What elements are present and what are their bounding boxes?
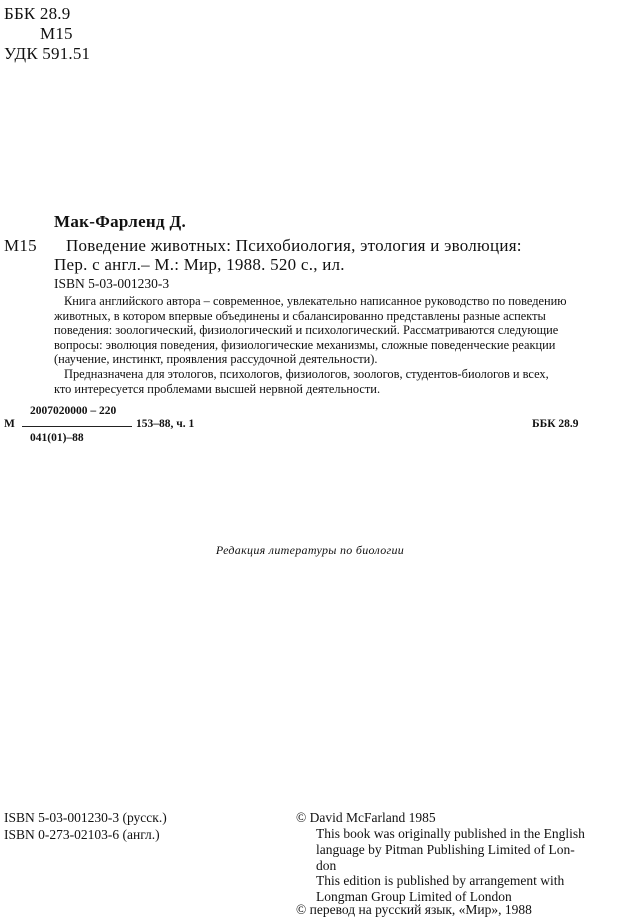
formula-suffix: 153–88, ч. 1 — [136, 418, 195, 430]
annotation-line: Книга английского автора – современное, увлекательно написанное руководство по поведению — [64, 294, 567, 308]
formula-bbk: ББК 28.9 — [532, 418, 579, 430]
copyright-line: This book was originally published in the English — [316, 826, 585, 841]
author-mark-code: М15 — [40, 24, 73, 43]
audience-line: кто интересуется проблемами высшей нервной деятельности. — [54, 381, 381, 396]
audience-line: Предназначена для этологов, психологов, физиологов, зоологов, студентов-биологов и всех, — [64, 366, 549, 381]
copyright-line: This edition is published by arrangement with — [316, 873, 565, 889]
copyright-line: Longman Group Limited of London — [316, 889, 512, 905]
isbn-russian: ISBN 5-03-001230-3 (русск.) — [4, 810, 167, 825]
editorial-line: Редакция литературы по биологии — [215, 543, 405, 557]
isbn-english: ISBN 0-273-02103-6 (англ.) — [4, 827, 160, 842]
book-title: Поведение животных: Психобиология, этология и эволюция: — [66, 236, 522, 255]
copyright-line: language by Pitman Publishing Limited of Lon- — [316, 841, 575, 857]
formula-fraction-line — [22, 426, 132, 427]
copyright-line: don — [316, 857, 337, 873]
udk-code: УДК 591.51 — [4, 44, 91, 63]
copyright-notes — [316, 826, 585, 905]
book-imprint: Пер. с англ.– М.: Мир, 1988. 520 с., ил. — [54, 255, 345, 274]
annotation-line: поведения: зоологический, физиологический и психологический. Рассматриваются следующие — [54, 323, 559, 338]
annotation-line: (научение, инстинкт, проявления рассудочной деятельности). — [54, 352, 378, 367]
copyright-original: © David McFarland 1985 — [296, 810, 436, 825]
formula-numerator: 2007020000 – 220 — [30, 405, 117, 417]
card-code: М15 — [4, 236, 37, 255]
annotation — [54, 294, 586, 396]
copyright-translation: © перевод на русский язык, «Мир», 1988 — [296, 902, 532, 917]
formula-denominator: 041(01)–88 — [30, 432, 84, 444]
formula-letter: М — [4, 418, 15, 430]
author-name: Мак-Фарленд Д. — [54, 212, 187, 231]
bbk-code: ББК 28.9 — [4, 4, 71, 23]
card-isbn: ISBN 5-03-001230-3 — [54, 276, 170, 291]
annotation-line: животных, в котором впервые объединены и сбалансированно представлены разные аспекты — [54, 308, 546, 323]
annotation-line: вопросы: эволюция поведения, физиологические механизмы, сложные поведенческие реакции — [54, 337, 556, 352]
